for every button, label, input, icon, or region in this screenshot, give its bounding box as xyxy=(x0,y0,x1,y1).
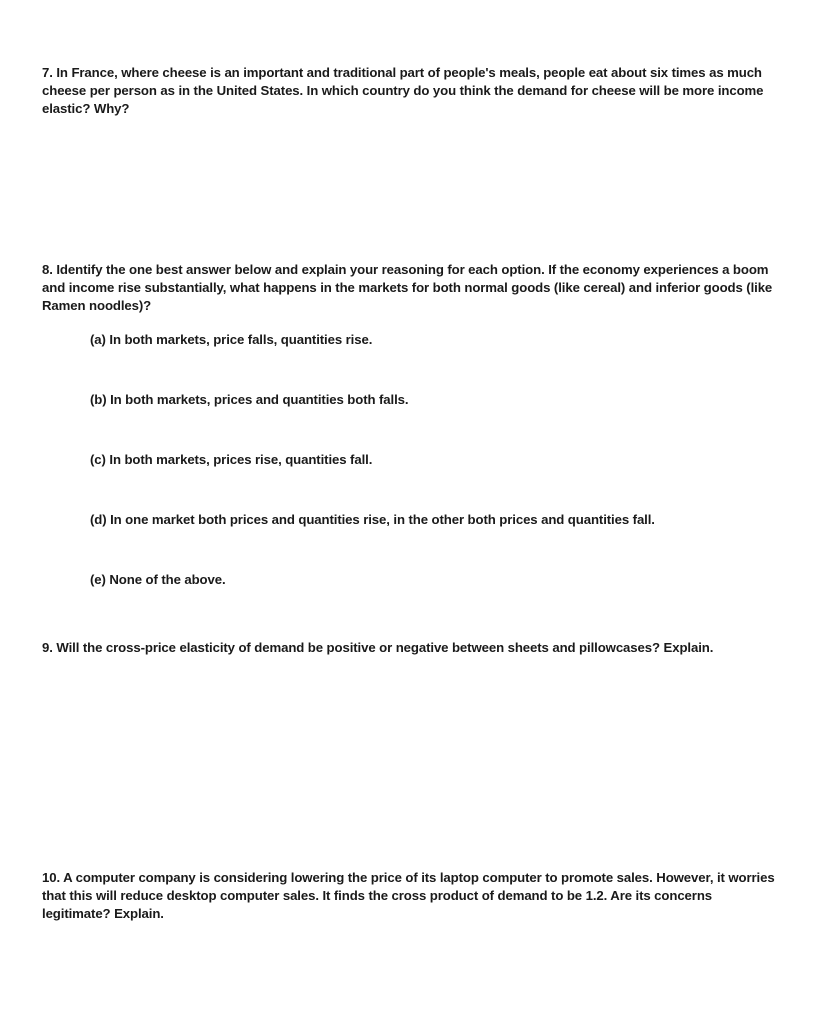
question-10: 10. A computer company is considering lowering the price of its laptop computer to promote sales. However, it worries that this will reduce desktop computer sales. It finds the cross product of demand to be 1.2. Are its concerns legitimate? Explain. xyxy=(42,870,775,921)
question-8-option-d: (d) In one market both prices and quantities rise, in the other both prices and quantities fall. xyxy=(90,512,655,527)
question-8-option-e: (e) None of the above. xyxy=(90,572,226,587)
question-8-option-b: (b) In both markets, prices and quantities both falls. xyxy=(90,392,409,407)
question-8-option-a: (a) In both markets, price falls, quantities rise. xyxy=(90,332,373,347)
question-7: 7. In France, where cheese is an important and traditional part of people's meals, people eat about six times as much cheese per person as in the United States. In which country do you think the demand for cheese will be more income elastic? Why? xyxy=(42,65,764,116)
question-8-option-c: (c) In both markets, prices rise, quantities fall. xyxy=(90,452,373,467)
question-8: 8. Identify the one best answer below and explain your reasoning for each option. If the economy experiences a boom and income rise substantially, what happens in the markets for both normal goods (like cereal) and inferior goods (like Ramen noodles)? xyxy=(42,262,773,313)
question-9: 9. Will the cross-price elasticity of demand be positive or negative between sheets and pillowcases? Explain. xyxy=(42,640,714,655)
